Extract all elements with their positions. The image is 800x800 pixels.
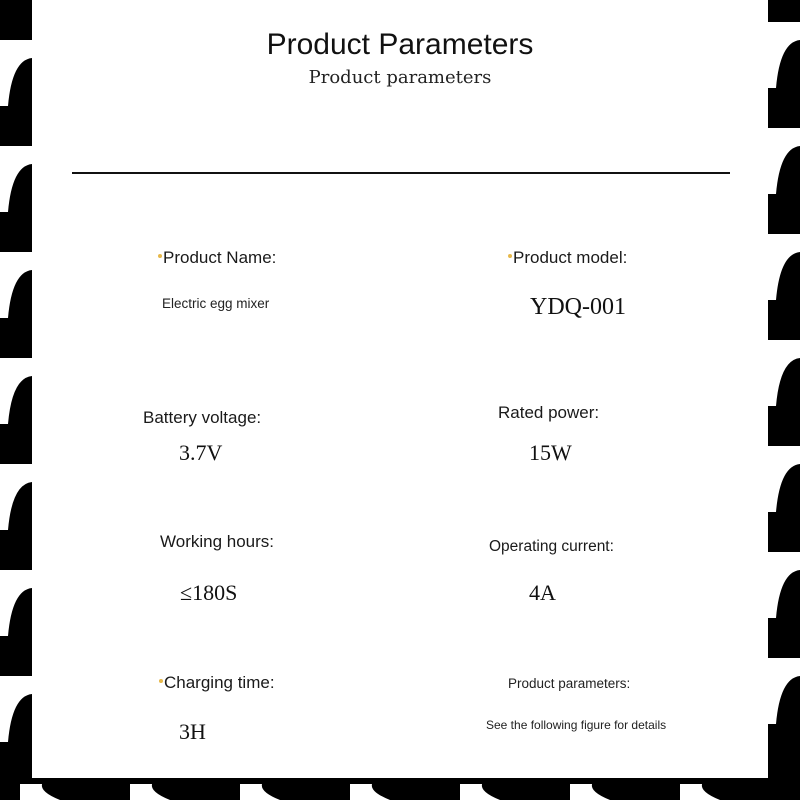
bullet-dot-icon (508, 254, 512, 258)
decorative-border-left (0, 0, 32, 780)
bullet-dot-icon (159, 679, 163, 683)
operating-current-label: Operating current: (489, 538, 614, 555)
product-model-label (508, 248, 627, 268)
product-model-label-text: Product model: (513, 248, 628, 267)
product-model-value: YDQ-001 (530, 294, 626, 320)
charging-time-value: 3H (179, 719, 206, 744)
product-parameters-label: Product parameters: (508, 676, 631, 691)
battery-voltage-label: Battery voltage: (143, 408, 262, 427)
charging-time-label (159, 673, 275, 693)
bullet-dot-icon (158, 254, 162, 258)
rated-power-label: Rated power: (498, 403, 600, 422)
working-hours-value: ≤180S (180, 580, 238, 605)
working-hours-label: Working hours: (160, 532, 275, 551)
page-title: Product Parameters (266, 28, 534, 61)
product-name-label (158, 248, 276, 268)
product-parameters-value: See the following figure for details (486, 718, 667, 732)
product-name-label-text: Product Name: (163, 248, 277, 267)
page-subtitle: Product parameters (308, 67, 492, 88)
operating-current-value: 4A (529, 580, 556, 605)
battery-voltage-value: 3.7V (179, 440, 223, 465)
parameters-card (32, 0, 768, 778)
charging-time-label-text: Charging time: (164, 673, 275, 692)
decorative-border-right (768, 0, 800, 780)
decorative-border-bottom (0, 778, 800, 800)
rated-power-value: 15W (529, 440, 572, 465)
product-name-value: Electric egg mixer (162, 296, 270, 311)
divider-line (72, 172, 730, 174)
